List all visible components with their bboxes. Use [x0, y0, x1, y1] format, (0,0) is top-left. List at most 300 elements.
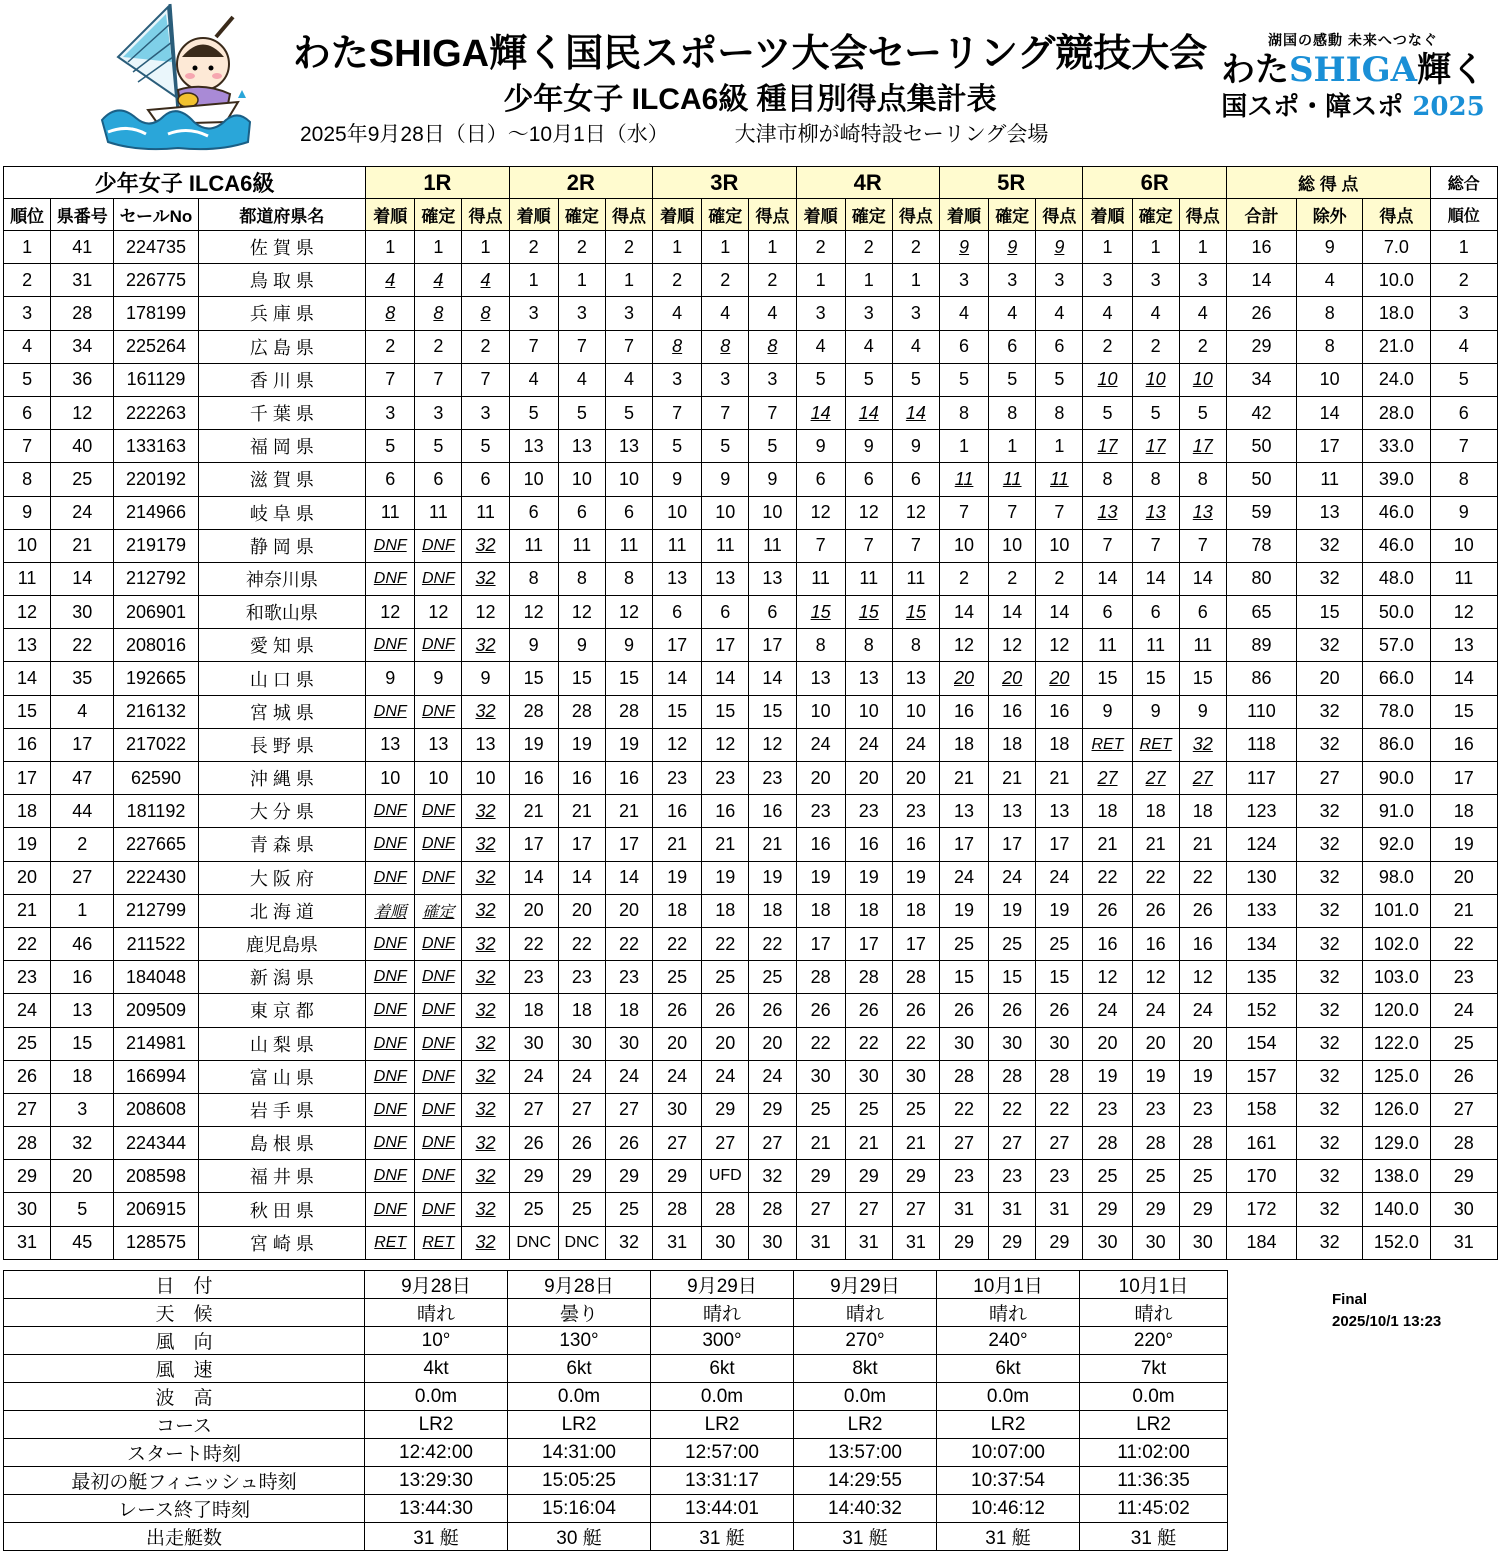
- pref-cell: 大 分 県: [198, 795, 366, 828]
- exclude-cell: 11: [1297, 463, 1363, 496]
- exclude-cell: 32: [1297, 795, 1363, 828]
- points-cell: 5: [462, 430, 509, 463]
- finish-cell: 18: [1083, 795, 1132, 828]
- overall-cell: 23: [1430, 961, 1497, 994]
- col-pref: 都道府県名: [198, 199, 366, 231]
- condition-value: 270°: [794, 1327, 937, 1355]
- sum-cell: 50: [1226, 430, 1296, 463]
- pref-no-cell: 28: [51, 297, 114, 330]
- finish-cell: DNF: [366, 1027, 415, 1060]
- finish-cell: 3: [653, 363, 702, 396]
- score-cell: 86.0: [1363, 728, 1430, 761]
- points-cell: 22: [749, 927, 796, 960]
- sail-no-cell: 208608: [114, 1093, 198, 1126]
- condition-value: 31 艇: [794, 1523, 937, 1551]
- finish-cell: DNF: [366, 1060, 415, 1093]
- confirmed-cell: 14: [989, 596, 1036, 629]
- finish-cell: 3: [509, 297, 558, 330]
- condition-value: LR2: [1080, 1411, 1228, 1439]
- confirmed-cell: 25: [1132, 1160, 1179, 1193]
- finish-cell: 11: [796, 562, 845, 595]
- confirmed-cell: 13: [702, 562, 749, 595]
- confirmed-cell: 8: [989, 396, 1036, 429]
- points-cell: 27: [892, 1193, 939, 1226]
- finish-cell: 16: [509, 762, 558, 795]
- score-cell: 33.0: [1363, 430, 1430, 463]
- finish-cell: 7: [939, 496, 988, 529]
- condition-value: 300°: [651, 1327, 794, 1355]
- points-cell: 31: [892, 1226, 939, 1259]
- points-cell: 22: [1179, 861, 1226, 894]
- pref-no-cell: 21: [51, 529, 114, 562]
- points-cell: 30: [1179, 1226, 1226, 1259]
- condition-value: 11:36:35: [1080, 1467, 1228, 1495]
- condition-value: 10月1日: [937, 1271, 1080, 1299]
- score-cell: 125.0: [1363, 1060, 1430, 1093]
- pref-no-cell: 18: [51, 1060, 114, 1093]
- confirmed-cell: 24: [558, 1060, 605, 1093]
- score-cell: 18.0: [1363, 297, 1430, 330]
- finish-cell: 30: [509, 1027, 558, 1060]
- overall-cell: 20: [1430, 861, 1497, 894]
- condition-row: [4, 1523, 1228, 1551]
- finish-cell: 25: [509, 1193, 558, 1226]
- confirmed-cell: 29: [702, 1093, 749, 1126]
- finish-cell: 19: [796, 861, 845, 894]
- confirmed-cell: 27: [702, 1127, 749, 1160]
- header-row-columns: [4, 199, 1498, 231]
- score-cell: 92.0: [1363, 828, 1430, 861]
- confirmed-cell: 17: [702, 629, 749, 662]
- results-body: [4, 231, 1498, 1260]
- sum-cell: 29: [1226, 330, 1296, 363]
- points-cell: 7: [1179, 529, 1226, 562]
- condition-row: [4, 1271, 1228, 1299]
- finish-cell: 25: [1083, 1160, 1132, 1193]
- rank-cell: 30: [4, 1193, 51, 1226]
- finish-cell: 18: [796, 894, 845, 927]
- points-cell: 11: [749, 529, 796, 562]
- points-cell: 1: [749, 231, 796, 264]
- condition-value: LR2: [651, 1411, 794, 1439]
- confirmed-cell: 28: [558, 695, 605, 728]
- finish-cell: 13: [509, 430, 558, 463]
- pref-no-cell: 32: [51, 1127, 114, 1160]
- condition-value: 6kt: [508, 1355, 651, 1383]
- confirmed-cell: 28: [989, 1060, 1036, 1093]
- round-header: 4R: [796, 167, 939, 199]
- finish-cell: 1: [366, 231, 415, 264]
- points-cell: 6: [605, 496, 652, 529]
- finish-cell: 26: [653, 994, 702, 1027]
- overall-cell: 30: [1430, 1193, 1497, 1226]
- finish-cell: 21: [509, 795, 558, 828]
- sail-no-cell: 225264: [114, 330, 198, 363]
- points-cell: 28: [892, 961, 939, 994]
- confirmed-cell: 22: [989, 1093, 1036, 1126]
- confirmed-cell: 26: [989, 994, 1036, 1027]
- points-cell: 30: [892, 1060, 939, 1093]
- table-row: [4, 927, 1498, 960]
- confirmed-cell: 5: [415, 430, 462, 463]
- finish-cell: 10: [796, 695, 845, 728]
- finish-cell: 27: [796, 1193, 845, 1226]
- finish-cell: 1: [796, 264, 845, 297]
- points-cell: 13: [1179, 496, 1226, 529]
- finish-cell: 12: [653, 728, 702, 761]
- confirmed-cell: 5: [989, 363, 1036, 396]
- sum-cell: 152: [1226, 994, 1296, 1027]
- sail-no-cell: 209509: [114, 994, 198, 1027]
- finish-cell: 15: [1083, 662, 1132, 695]
- points-cell: 5: [749, 430, 796, 463]
- confirmed-cell: 30: [558, 1027, 605, 1060]
- table-row: [4, 1193, 1498, 1226]
- finish-cell: DNF: [366, 927, 415, 960]
- confirmed-cell: DNF: [415, 1060, 462, 1093]
- finish-cell: 4: [796, 330, 845, 363]
- condition-row: [4, 1411, 1228, 1439]
- rank-cell: 25: [4, 1027, 51, 1060]
- confirmed-cell: 18: [558, 994, 605, 1027]
- condition-value: 11:02:00: [1080, 1439, 1228, 1467]
- condition-value: 11:45:02: [1080, 1495, 1228, 1523]
- score-cell: 46.0: [1363, 529, 1430, 562]
- table-row: [4, 629, 1498, 662]
- col-points: 得点: [605, 199, 652, 231]
- finish-cell: 17: [1083, 430, 1132, 463]
- sail-no-cell: 178199: [114, 297, 198, 330]
- confirmed-cell: 14: [845, 396, 892, 429]
- score-cell: 7.0: [1363, 231, 1430, 264]
- pref-cell: 滋 賀 県: [198, 463, 366, 496]
- pref-no-cell: 31: [51, 264, 114, 297]
- confirmed-cell: 17: [1132, 430, 1179, 463]
- points-cell: 13: [462, 728, 509, 761]
- exclude-cell: 32: [1297, 1226, 1363, 1259]
- pref-cell: 静 岡 県: [198, 529, 366, 562]
- logo-tagline: 湖国の感動 未来へつなぐ: [1268, 32, 1438, 48]
- points-cell: 17: [1036, 828, 1083, 861]
- points-cell: 2: [1036, 562, 1083, 595]
- confirmed-cell: 14: [1132, 562, 1179, 595]
- condition-row: [4, 1439, 1228, 1467]
- overall-cell: 22: [1430, 927, 1497, 960]
- finish-cell: 14: [509, 861, 558, 894]
- finish-cell: 13: [653, 562, 702, 595]
- finish-cell: 24: [509, 1060, 558, 1093]
- condition-label: スタート時刻: [4, 1439, 365, 1467]
- points-cell: 19: [1179, 1060, 1226, 1093]
- points-cell: 25: [1036, 927, 1083, 960]
- col-confirmed: 確定: [989, 199, 1036, 231]
- pref-no-cell: 3: [51, 1093, 114, 1126]
- pref-no-cell: 15: [51, 1027, 114, 1060]
- overall-cell: 18: [1430, 795, 1497, 828]
- finish-cell: 8: [653, 330, 702, 363]
- finish-cell: 22: [653, 927, 702, 960]
- finish-cell: 29: [653, 1160, 702, 1193]
- condition-value: LR2: [937, 1411, 1080, 1439]
- sum-cell: 117: [1226, 762, 1296, 795]
- points-cell: 7: [605, 330, 652, 363]
- sail-no-cell: 161129: [114, 363, 198, 396]
- score-cell: 90.0: [1363, 762, 1430, 795]
- finish-cell: 7: [796, 529, 845, 562]
- finish-cell: 3: [796, 297, 845, 330]
- finish-cell: DNF: [366, 861, 415, 894]
- pref-cell: 鹿児島県: [198, 927, 366, 960]
- table-row: [4, 496, 1498, 529]
- rank-cell: 15: [4, 695, 51, 728]
- confirmed-cell: 9: [702, 463, 749, 496]
- rank-cell: 7: [4, 430, 51, 463]
- points-cell: 27: [1036, 1127, 1083, 1160]
- confirmed-cell: 23: [558, 961, 605, 994]
- confirmed-cell: 25: [558, 1193, 605, 1226]
- confirmed-cell: 14: [702, 662, 749, 695]
- points-cell: 30: [1036, 1027, 1083, 1060]
- finish-cell: 28: [939, 1060, 988, 1093]
- points-cell: 24: [749, 1060, 796, 1093]
- sail-no-cell: 220192: [114, 463, 198, 496]
- exclude-cell: 14: [1297, 396, 1363, 429]
- finish-cell: 2: [366, 330, 415, 363]
- pref-no-cell: 2: [51, 828, 114, 861]
- confirmed-cell: 7: [702, 396, 749, 429]
- condition-value: 8kt: [794, 1355, 937, 1383]
- overall-cell: 19: [1430, 828, 1497, 861]
- score-cell: 46.0: [1363, 496, 1430, 529]
- points-cell: 26: [1179, 894, 1226, 927]
- overall-cell: 25: [1430, 1027, 1497, 1060]
- confirmed-cell: 5: [702, 430, 749, 463]
- points-cell: 10: [749, 496, 796, 529]
- condition-value: 13:29:30: [365, 1467, 508, 1495]
- confirmed-cell: 29: [1132, 1193, 1179, 1226]
- confirmed-cell: 23: [989, 1160, 1036, 1193]
- overall-cell: 8: [1430, 463, 1497, 496]
- confirmed-cell: 21: [845, 1127, 892, 1160]
- logo-year: 2025: [1412, 92, 1485, 122]
- rank-cell: 2: [4, 264, 51, 297]
- points-cell: 32: [462, 894, 509, 927]
- condition-value: 10:07:00: [937, 1439, 1080, 1467]
- confirmed-cell: 18: [702, 894, 749, 927]
- sum-cell: 16: [1226, 231, 1296, 264]
- points-cell: 9: [605, 629, 652, 662]
- points-cell: 8: [462, 297, 509, 330]
- points-cell: 16: [749, 795, 796, 828]
- confirmed-cell: 26: [558, 1127, 605, 1160]
- confirmed-cell: 4: [702, 297, 749, 330]
- sum-cell: 157: [1226, 1060, 1296, 1093]
- pref-cell: 山 梨 県: [198, 1027, 366, 1060]
- confirmed-cell: 4: [415, 264, 462, 297]
- finish-cell: DNF: [366, 1160, 415, 1193]
- sail-no-cell: 128575: [114, 1226, 198, 1259]
- exclude-cell: 32: [1297, 1193, 1363, 1226]
- condition-value: 10:46:12: [937, 1495, 1080, 1523]
- finish-cell: 24: [939, 861, 988, 894]
- rank-cell: 3: [4, 297, 51, 330]
- pref-cell: 岩 手 県: [198, 1093, 366, 1126]
- rank-cell: 17: [4, 762, 51, 795]
- table-row: [4, 795, 1498, 828]
- finish-cell: 7: [1083, 529, 1132, 562]
- finish-cell: 8: [796, 629, 845, 662]
- finish-cell: 13: [1083, 496, 1132, 529]
- points-cell: 3: [1036, 264, 1083, 297]
- confirmed-cell: 1: [1132, 231, 1179, 264]
- final-label: Final: [1332, 1291, 1368, 1308]
- pref-no-cell: 46: [51, 927, 114, 960]
- finish-cell: 14: [1083, 562, 1132, 595]
- confirmed-cell: 18: [845, 894, 892, 927]
- finish-cell: 7: [509, 330, 558, 363]
- confirmed-cell: 8: [845, 629, 892, 662]
- confirmed-cell: DNC: [558, 1226, 605, 1259]
- pref-no-cell: 44: [51, 795, 114, 828]
- confirmed-cell: 27: [558, 1093, 605, 1126]
- confirmed-cell: 2: [702, 264, 749, 297]
- points-cell: 24: [1179, 994, 1226, 1027]
- finish-cell: 11: [653, 529, 702, 562]
- pref-cell: 北 海 道: [198, 894, 366, 927]
- confirmed-cell: DNF: [415, 861, 462, 894]
- condition-row: [4, 1355, 1228, 1383]
- table-row: [4, 1160, 1498, 1193]
- exclude-cell: 32: [1297, 629, 1363, 662]
- points-cell: 21: [1036, 762, 1083, 795]
- points-cell: 20: [892, 762, 939, 795]
- confirmed-cell: 16: [989, 695, 1036, 728]
- table-row: [4, 330, 1498, 363]
- confirmed-cell: DNF: [415, 1093, 462, 1126]
- points-cell: 18: [892, 894, 939, 927]
- finish-cell: 6: [509, 496, 558, 529]
- sail-no-cell: 211522: [114, 927, 198, 960]
- sail-no-cell: 214981: [114, 1027, 198, 1060]
- condition-value: 14:29:55: [794, 1467, 937, 1495]
- points-cell: 17: [605, 828, 652, 861]
- race-conditions-table: [3, 1270, 1228, 1551]
- points-cell: 32: [462, 795, 509, 828]
- points-cell: 24: [1036, 861, 1083, 894]
- rank-cell: 1: [4, 231, 51, 264]
- event-venue: 大津市柳が崎特設セーリング会場: [734, 123, 1049, 146]
- confirmed-cell: 15: [1132, 662, 1179, 695]
- sum-cell: 135: [1226, 961, 1296, 994]
- finish-cell: DNF: [366, 1127, 415, 1160]
- confirmed-cell: 確定: [415, 894, 462, 927]
- points-cell: 32: [462, 1127, 509, 1160]
- points-cell: 6: [462, 463, 509, 496]
- points-cell: 29: [892, 1160, 939, 1193]
- points-cell: 4: [892, 330, 939, 363]
- confirmed-cell: 2: [1132, 330, 1179, 363]
- points-cell: 1: [1179, 231, 1226, 264]
- confirmed-cell: 6: [989, 330, 1036, 363]
- sum-cell: 124: [1226, 828, 1296, 861]
- confirmed-cell: 12: [989, 629, 1036, 662]
- confirmed-cell: 17: [845, 927, 892, 960]
- finish-cell: 26: [509, 1127, 558, 1160]
- confirmed-cell: 13: [558, 430, 605, 463]
- confirmed-cell: 24: [845, 728, 892, 761]
- confirmed-cell: 30: [702, 1226, 749, 1259]
- exclude-cell: 32: [1297, 994, 1363, 1027]
- points-cell: 10: [462, 762, 509, 795]
- points-cell: 14: [605, 861, 652, 894]
- confirmed-cell: 21: [989, 762, 1036, 795]
- score-cell: 91.0: [1363, 795, 1430, 828]
- confirmed-cell: 9: [558, 629, 605, 662]
- finish-cell: 20: [796, 762, 845, 795]
- confirmed-cell: 2: [415, 330, 462, 363]
- condition-value: 9月28日: [365, 1271, 508, 1299]
- exclude-cell: 32: [1297, 562, 1363, 595]
- points-cell: 4: [1036, 297, 1083, 330]
- points-cell: 29: [1179, 1193, 1226, 1226]
- points-cell: 6: [749, 596, 796, 629]
- points-cell: 19: [749, 861, 796, 894]
- exclude-cell: 4: [1297, 264, 1363, 297]
- points-cell: 22: [1036, 1093, 1083, 1126]
- confirmed-cell: 20: [702, 1027, 749, 1060]
- points-cell: 20: [749, 1027, 796, 1060]
- confirmed-cell: 9: [415, 662, 462, 695]
- confirmed-cell: RET: [1132, 728, 1179, 761]
- confirmed-cell: 23: [1132, 1093, 1179, 1126]
- col-confirmed: 確定: [558, 199, 605, 231]
- points-cell: 27: [1179, 762, 1226, 795]
- confirmed-cell: 19: [989, 894, 1036, 927]
- pref-cell: 鳥 取 県: [198, 264, 366, 297]
- overall-cell: 29: [1430, 1160, 1497, 1193]
- confirmed-cell: 20: [989, 662, 1036, 695]
- event-dates: 2025年9月28日（日）～10月1日（水）: [300, 123, 669, 146]
- finish-cell: 8: [1083, 463, 1132, 496]
- confirmed-cell: 27: [845, 1193, 892, 1226]
- confirmed-cell: 6: [415, 463, 462, 496]
- finish-cell: 9: [653, 463, 702, 496]
- points-cell: 7: [892, 529, 939, 562]
- points-cell: 18: [605, 994, 652, 1027]
- points-cell: 25: [1179, 1160, 1226, 1193]
- finish-cell: 26: [1083, 894, 1132, 927]
- finish-cell: 29: [939, 1226, 988, 1259]
- finish-cell: DNF: [366, 562, 415, 595]
- confirmed-cell: 7: [989, 496, 1036, 529]
- finish-cell: 11: [1083, 629, 1132, 662]
- finish-cell: 9: [1083, 695, 1132, 728]
- points-cell: 12: [462, 596, 509, 629]
- col-confirmed: 確定: [845, 199, 892, 231]
- finish-cell: 22: [509, 927, 558, 960]
- points-cell: 2: [462, 330, 509, 363]
- points-cell: 28: [749, 1193, 796, 1226]
- table-row: [4, 662, 1498, 695]
- pref-cell: 島 根 県: [198, 1127, 366, 1160]
- table-row: [4, 828, 1498, 861]
- table-row: [4, 231, 1498, 264]
- confirmed-cell: DNF: [415, 828, 462, 861]
- condition-value: 13:44:01: [651, 1495, 794, 1523]
- points-cell: 27: [605, 1093, 652, 1126]
- pref-cell: 宮 崎 県: [198, 1226, 366, 1259]
- exclude-cell: 32: [1297, 695, 1363, 728]
